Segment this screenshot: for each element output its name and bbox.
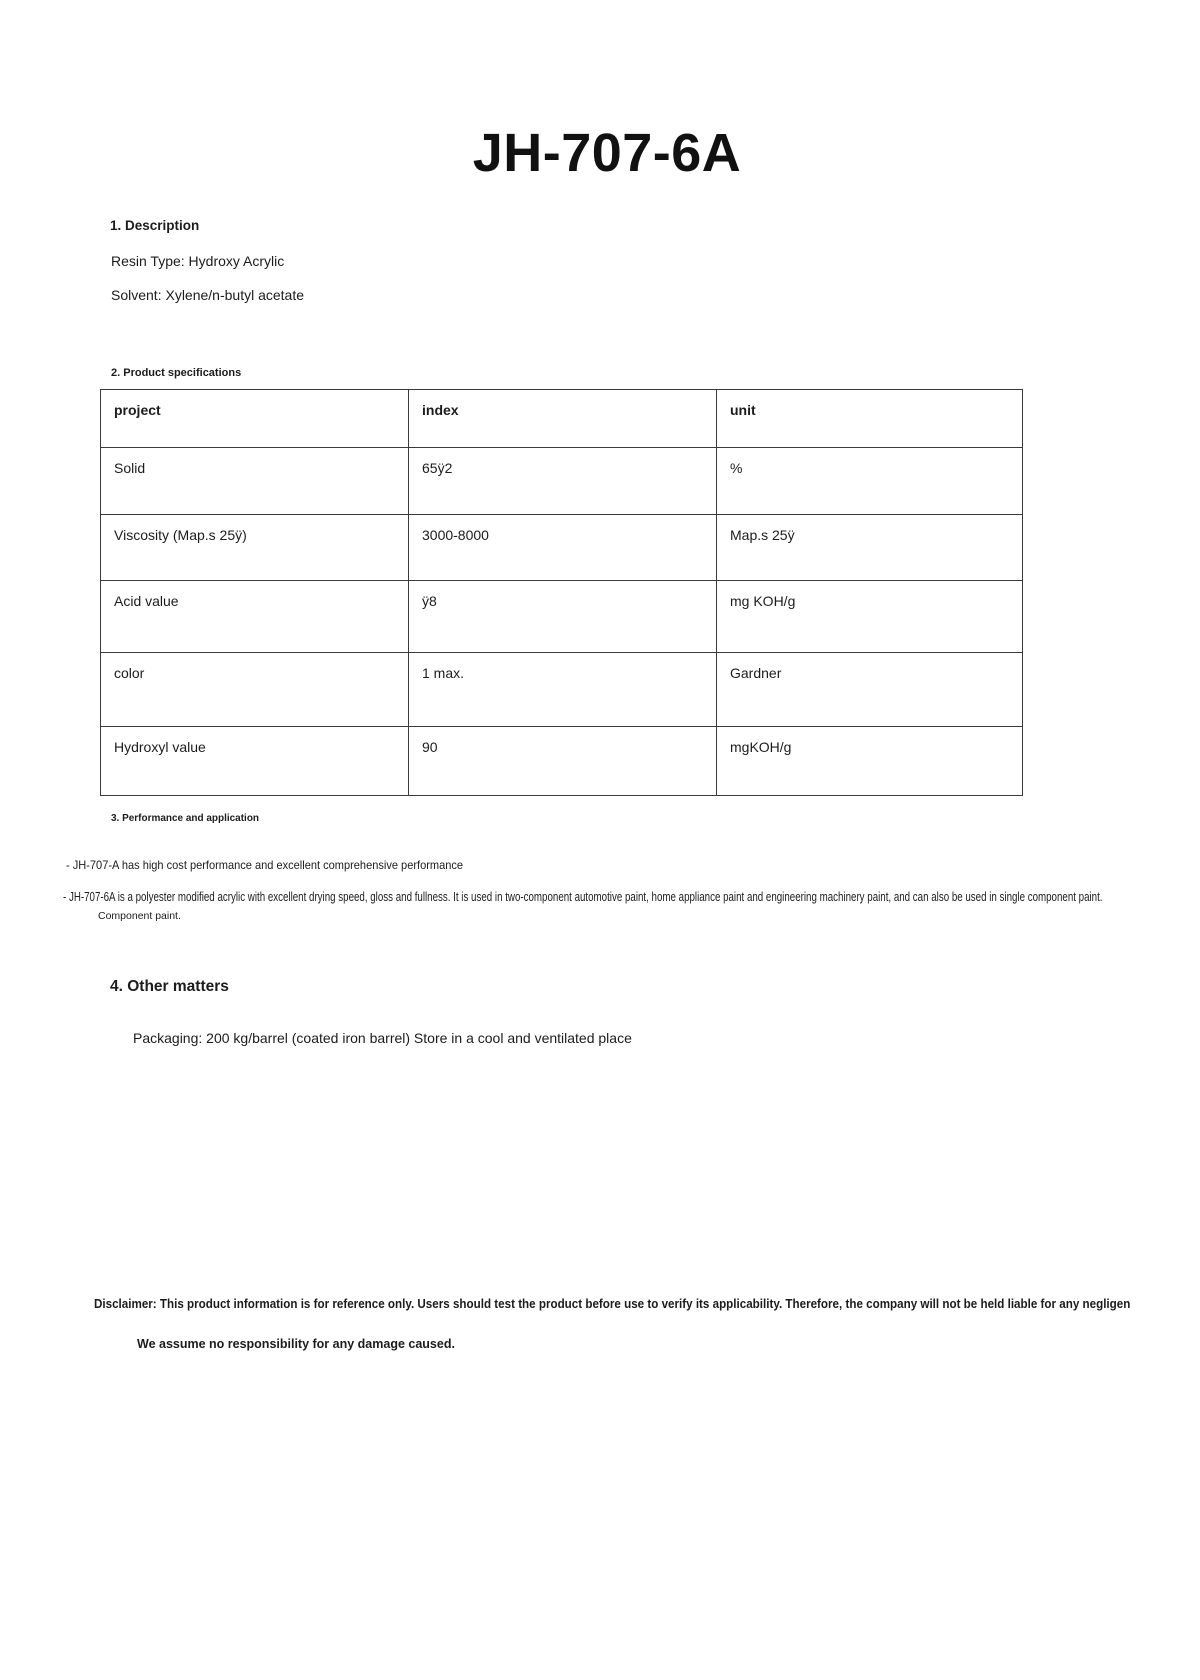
- cell-viscosity-unit: Map.s 25ÿ: [717, 515, 1023, 581]
- cell-hydroxyl-unit: mgKOH/g: [717, 727, 1023, 796]
- performance-point-1: - JH-707-A has high cost performance and excellent comprehensive performance: [66, 858, 464, 872]
- spec-table-header-row: [101, 390, 1023, 448]
- disclaimer-line-1: Disclaimer: This product information is for reference only. Users should test the product before use to verify its applicability. Therefore, the company will not be held liable for any negligen: [94, 1297, 1131, 1311]
- performance-point-2: - JH-707-6A is a polyester modified acrylic with excellent drying speed, gloss and fullness. It is used in two-component automotive paint, home appliance paint and engineering machinery paint, and can also be used in single component paint.: [63, 890, 1103, 904]
- spec-table: [100, 389, 1023, 796]
- cell-viscosity-index: 3000-8000: [409, 515, 717, 581]
- cell-color-unit: Gardner: [717, 653, 1023, 727]
- packaging-text: Packaging: 200 kg/barrel (coated iron barrel) Store in a cool and ventilated place: [133, 1030, 632, 1046]
- cell-color-project: color: [101, 653, 409, 727]
- table-row-solid: [101, 448, 1023, 515]
- cell-hydroxyl-project: Hydroxyl value: [101, 727, 409, 796]
- cell-hydroxyl-index: 90: [409, 727, 717, 796]
- col-header-project: project: [101, 390, 409, 448]
- disclaimer-line-2: We assume no responsibility for any damage caused.: [137, 1337, 455, 1351]
- cell-acid-index: ÿ8: [409, 581, 717, 653]
- cell-acid-unit: mg KOH/g: [717, 581, 1023, 653]
- table-row-acid-value: [101, 581, 1023, 653]
- solvent-text: Solvent: Xylene/n-butyl acetate: [111, 287, 305, 303]
- table-row-viscosity: [101, 515, 1023, 581]
- resin-type-text: Resin Type: Hydroxy Acrylic: [111, 253, 285, 269]
- page-title: JH-707-6A: [472, 123, 742, 183]
- col-header-unit: unit: [717, 390, 1023, 448]
- section-4-heading: 4. Other matters: [110, 978, 229, 995]
- cell-color-index: 1 max.: [409, 653, 717, 727]
- col-header-index: index: [409, 390, 717, 448]
- table-row-hydroxyl-value: [101, 727, 1023, 796]
- cell-acid-project: Acid value: [101, 581, 409, 653]
- cell-solid-index: 65ÿ2: [409, 448, 717, 515]
- table-row-color: [101, 653, 1023, 727]
- section-2-heading: 2. Product specifications: [111, 367, 242, 379]
- performance-point-continuation: Component paint.: [98, 910, 181, 922]
- section-1-heading: 1. Description: [110, 218, 200, 233]
- cell-viscosity-project: Viscosity (Map.s 25ÿ): [101, 515, 409, 581]
- cell-solid-project: Solid: [101, 448, 409, 515]
- cell-solid-unit: %: [717, 448, 1023, 515]
- section-3-heading: 3. Performance and application: [111, 812, 260, 824]
